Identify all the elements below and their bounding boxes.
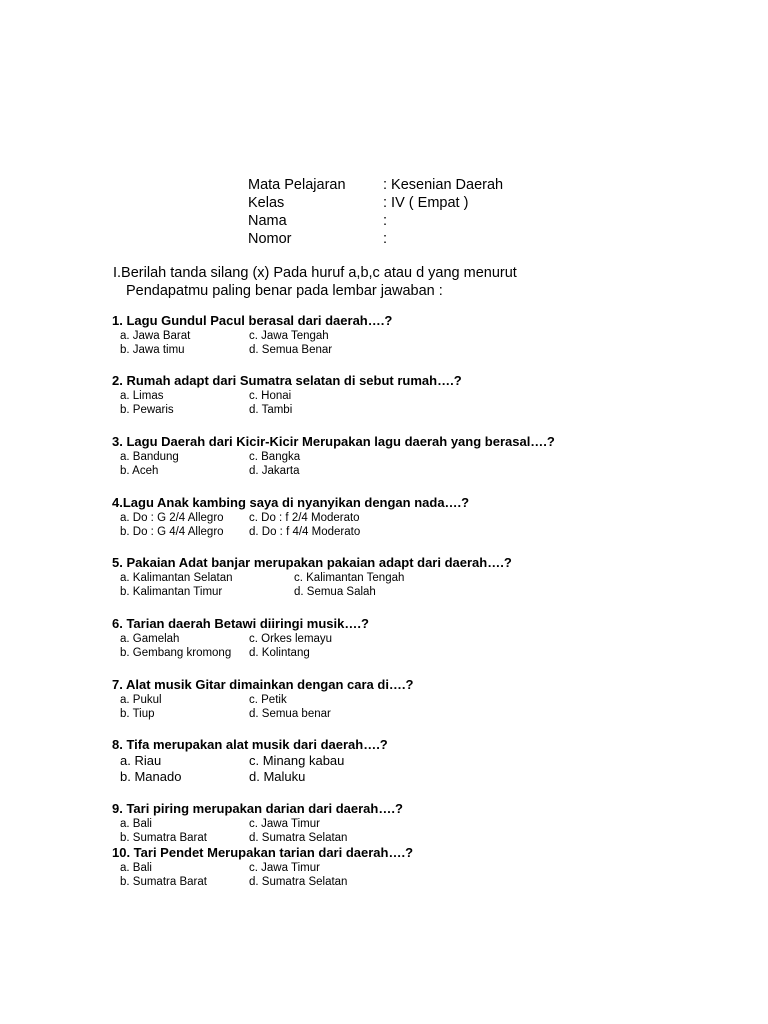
- option-d: d. Semua Benar: [249, 344, 333, 356]
- option-d: d. Maluku: [249, 769, 306, 784]
- option-b: b. Aceh: [120, 465, 159, 477]
- option-a: a. Riau: [120, 753, 162, 768]
- question-9: [112, 801, 403, 845]
- option-a: a. Bandung: [120, 451, 179, 463]
- option-row: [112, 403, 462, 417]
- option-d: d. Sumatra Selatan: [249, 876, 348, 888]
- question-10: [112, 845, 413, 889]
- option-row: [112, 389, 462, 403]
- option-b: b. Tiup: [120, 708, 155, 720]
- header-row-name: [248, 212, 548, 230]
- header-value: : IV ( Empat ): [383, 195, 469, 211]
- option-a: a. Do : G 2/4 Allegro: [120, 512, 224, 524]
- header-label: Kelas: [248, 195, 285, 211]
- option-c: c. Bangka: [249, 451, 301, 463]
- header-value: : Kesenian Daerah: [383, 177, 504, 193]
- option-row: [112, 753, 388, 769]
- option-b: b. Kalimantan Timur: [120, 586, 223, 598]
- option-b: b. Jawa timu: [120, 344, 185, 356]
- option-d: d. Jakarta: [249, 465, 300, 477]
- option-row: [112, 511, 469, 525]
- option-a: a. Kalimantan Selatan: [120, 572, 233, 584]
- option-b: b. Sumatra Barat: [120, 876, 207, 888]
- question-text: 8. Tifa merupakan alat musik dari daerah….?: [112, 737, 388, 752]
- option-c: c. Jawa Timur: [249, 818, 320, 830]
- header-value: :: [383, 213, 388, 229]
- option-row: [112, 831, 403, 845]
- option-b: b. Manado: [120, 769, 182, 784]
- option-b: b. Pewaris: [120, 404, 174, 416]
- header-label: Mata Pelajaran: [248, 177, 346, 193]
- option-row: [112, 693, 414, 707]
- option-row: [112, 329, 392, 343]
- instruction-line-2: Pendapatmu paling benar pada lembar jawaban :: [126, 283, 443, 299]
- option-d: d. Tambi: [249, 404, 293, 416]
- option-a: a. Jawa Barat: [120, 330, 191, 342]
- option-d: d. Kolintang: [249, 647, 310, 659]
- option-row: [112, 585, 512, 599]
- question-2: [112, 373, 462, 417]
- question-text: 1. Lagu Gundul Pacul berasal dari daerah….?: [112, 313, 393, 328]
- option-row: [112, 450, 555, 464]
- header-row-subject: [248, 176, 548, 194]
- option-c: c. Do : f 2/4 Moderato: [249, 512, 360, 524]
- question-3: [112, 434, 555, 478]
- option-c: c. Honai: [249, 390, 292, 402]
- option-a: a. Limas: [120, 390, 164, 402]
- option-a: a. Pukul: [120, 694, 162, 706]
- question-text: 6. Tarian daerah Betawi diiringi musik….?: [112, 616, 369, 631]
- option-c: c. Petik: [249, 694, 287, 706]
- question-text: 9. Tari piring merupakan darian dari daerah….?: [112, 801, 403, 816]
- option-row: [112, 817, 403, 831]
- option-c: c. Kalimantan Tengah: [294, 572, 405, 584]
- option-row: [112, 875, 413, 889]
- question-text: 3. Lagu Daerah dari Kicir-Kicir Merupakan lagu daerah yang berasal….?: [112, 434, 555, 449]
- question-text: 5. Pakaian Adat banjar merupakan pakaian adapt dari daerah….?: [112, 555, 512, 570]
- question-1: [112, 313, 392, 357]
- header-label: Nama: [248, 213, 287, 229]
- option-row: [112, 343, 392, 357]
- header-row-class: [248, 194, 548, 212]
- question-6: [112, 616, 369, 660]
- option-d: d. Do : f 4/4 Moderato: [249, 526, 361, 538]
- option-d: d. Sumatra Selatan: [249, 832, 348, 844]
- option-row: [112, 707, 414, 721]
- option-b: b. Do : G 4/4 Allegro: [120, 526, 224, 538]
- question-5: [112, 555, 512, 599]
- option-d: d. Semua Salah: [294, 586, 376, 598]
- option-row: [112, 632, 369, 646]
- option-a: a. Bali: [120, 818, 152, 830]
- option-row: [112, 646, 369, 660]
- question-text: 7. Alat musik Gitar dimainkan dengan cara di….?: [112, 677, 414, 692]
- option-b: b. Gembang kromong: [120, 647, 232, 659]
- option-row: [112, 464, 555, 478]
- option-a: a. Gamelah: [120, 633, 180, 645]
- header-row-number: [248, 230, 548, 248]
- question-8: [112, 737, 388, 785]
- instruction-line-1: I.Berilah tanda silang (x) Pada huruf a,b,c atau d yang menurut: [113, 265, 517, 281]
- option-b: b. Sumatra Barat: [120, 832, 207, 844]
- option-c: c. Orkes lemayu: [249, 633, 333, 645]
- option-c: c. Minang kabau: [249, 753, 345, 768]
- option-c: c. Jawa Timur: [249, 862, 320, 874]
- option-row: [112, 525, 469, 539]
- question-text: 2. Rumah adapt dari Sumatra selatan di sebut rumah….?: [112, 373, 462, 388]
- header-label: Nomor: [248, 231, 292, 247]
- option-c: c. Jawa Tengah: [249, 330, 329, 342]
- header-value: :: [383, 231, 388, 247]
- option-row: [112, 861, 413, 875]
- option-row: [112, 769, 388, 785]
- option-row: [112, 571, 512, 585]
- instructions: [113, 264, 517, 300]
- question-text: 10. Tari Pendet Merupakan tarian dari daerah….?: [112, 845, 414, 860]
- question-7: [112, 677, 414, 721]
- option-a: a. Bali: [120, 862, 152, 874]
- option-d: d. Semua benar: [249, 708, 331, 720]
- question-4: [112, 495, 469, 539]
- header-info: [248, 176, 548, 248]
- question-text: 4.Lagu Anak kambing saya di nyanyikan dengan nada….?: [112, 495, 470, 510]
